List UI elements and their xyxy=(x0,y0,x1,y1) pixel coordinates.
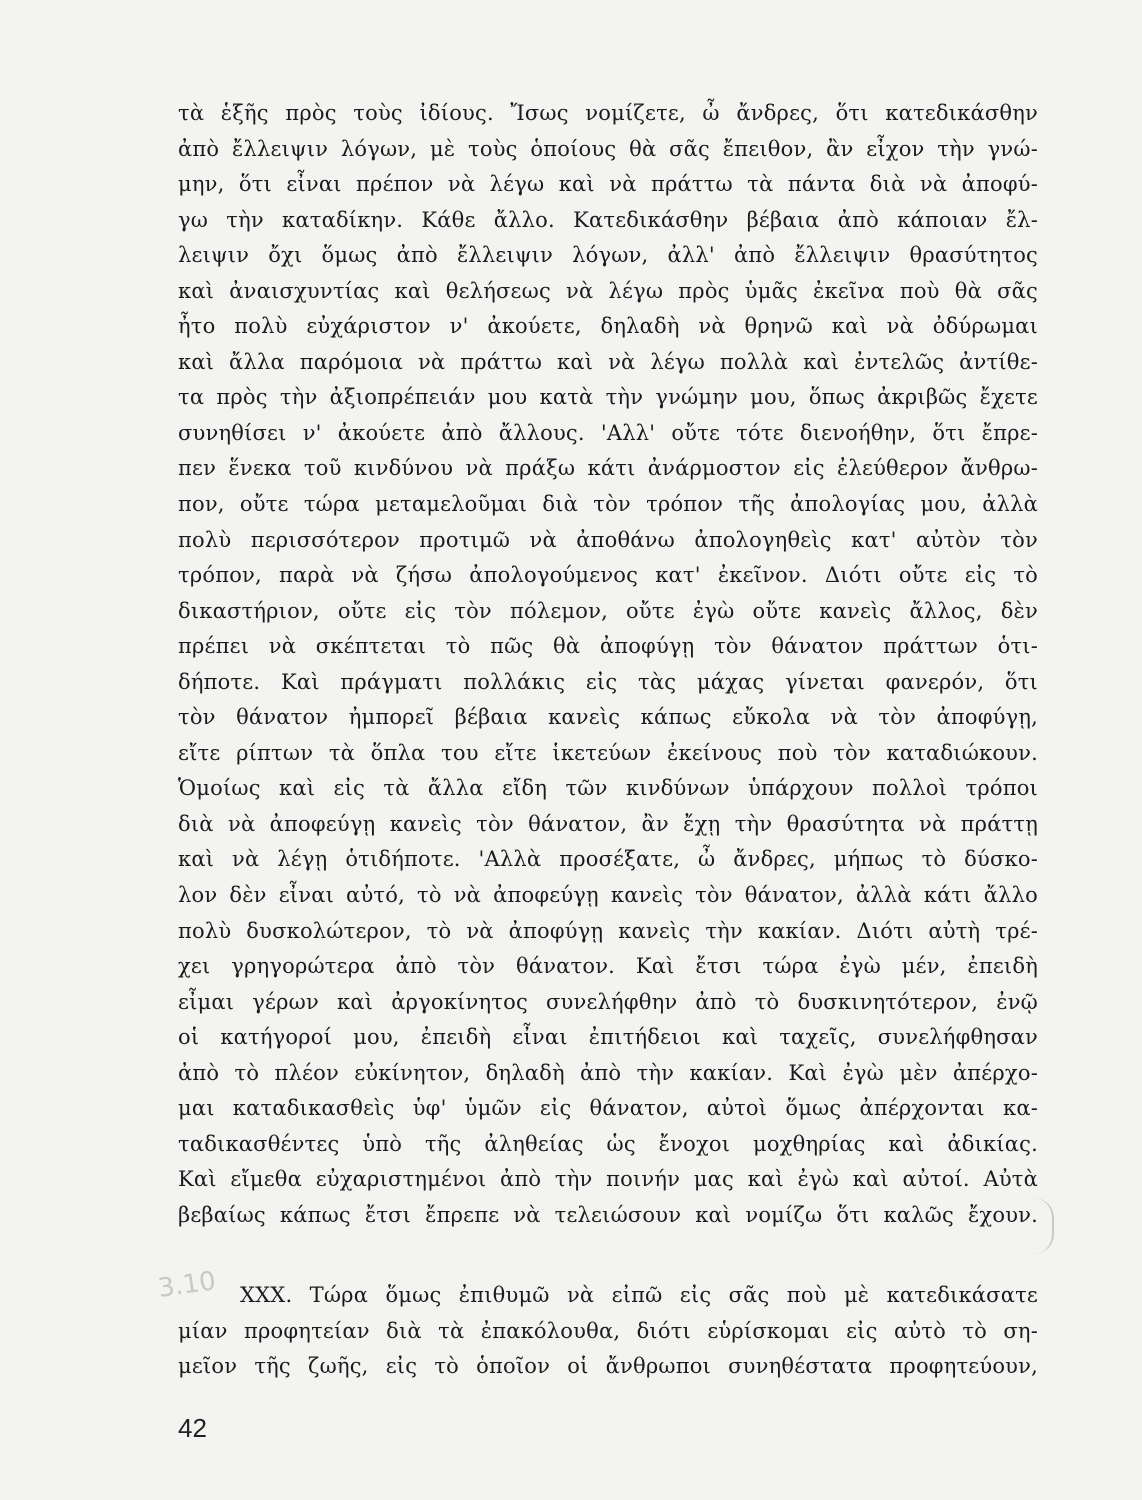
margin-note: 3.10 xyxy=(156,1266,218,1304)
text-line: οἱ κατήγοροί μου, ἐπειδὴ εἶναι ἐπιτήδειοι καὶ ταχεῖς, συνελήφθησαν xyxy=(178,1025,1038,1050)
text-line: λον δὲν εἶναι αὐτό, τὸ νὰ ἀποφεύγῃ κανεὶς τὸν θάνατον, ἀλλὰ κάτι ἄλλο xyxy=(178,883,1038,908)
text-line: τὸν θάνατον ἠμπορεῖ βέβαια κανεὶς κάπως εὔκολα νὰ τὸν ἀποφύγῃ, xyxy=(178,705,1038,730)
page-number: 42 xyxy=(178,1413,207,1443)
text-line: ταδικασθέντες ὑπὸ τῆς ἀληθείας ὡς ἔνοχοι μοχθηρίας καὶ ἀδικίας. xyxy=(178,1131,1038,1156)
text-line xyxy=(178,1234,1038,1270)
text-line: καὶ ἀναισχυντίας καὶ θελήσεως νὰ λέγω πρὸς ὑμᾶς ἐκεῖνα ποὺ θὰ σᾶς xyxy=(178,278,1038,303)
text-line: συνηθίσει ν' ἀκούετε ἀπὸ ἄλλους. 'Αλλ' οὔτε τότε διενοήθην, ὅτι ἔπρε- xyxy=(178,420,1038,445)
text-line: μην, ὅτι εἶναι πρέπον νὰ λέγω καὶ νὰ πράττω τὰ πάντα διὰ νὰ ἀποφύ- xyxy=(178,172,1038,197)
text-line: ἀπὸ ἔλλειψιν λόγων, μὲ τοὺς ὁποίους θὰ σᾶς ἔπειθον, ἂν εἶχον τὴν γνώ- xyxy=(178,136,1038,161)
text-line: μαι καταδικασθεὶς ὑφ' ὑμῶν εἰς θάνατον, αὐτοὶ ὅμως ἀπέρχονται κα- xyxy=(178,1096,1038,1121)
text-line: ἦτο πολὺ εὐχάριστον ν' ἀκούετε, δηλαδὴ νὰ θρηνῶ καὶ νὰ ὀδύρωμαι xyxy=(178,314,1038,339)
pencil-bracket-mark xyxy=(1030,1198,1054,1254)
text-line: πον, οὔτε τώρα μεταμελοῦμαι διὰ τὸν τρόπον τῆς ἀπολογίας μου, ἀλλὰ xyxy=(178,492,1038,517)
text-line: ἀπὸ τὸ πλέον εὐκίνητον, δηλαδὴ ἀπὸ τὴν κακίαν. Καὶ ἐγὼ μὲν ἀπέρχο- xyxy=(178,1060,1038,1085)
text-line: χει γρηγορώτερα ἀπὸ τὸν θάνατον. Καὶ ἔτσι τώρα ἐγὼ μέν, ἐπειδὴ xyxy=(178,954,1038,979)
text-line: Καὶ εἴμεθα εὐχαριστημένοι ἀπὸ τὴν ποινήν μας καὶ ἐγὼ καὶ αὐτοί. Αὐτὰ xyxy=(178,1167,1038,1192)
paragraph-1 xyxy=(178,96,1038,1269)
text-line: XXX. Τώρα ὅμως ἐπιθυμῶ νὰ εἰπῶ εἰς σᾶς ποὺ μὲ κατεδικάσατε xyxy=(240,1283,1038,1307)
text-line: γω τὴν καταδίκην. Κάθε ἄλλο. Κατεδικάσθην βέβαια ἀπὸ κάποιαν ἔλ- xyxy=(178,207,1038,232)
text-line: καὶ ἄλλα παρόμοια νὰ πράττω καὶ νὰ λέγω πολλὰ καὶ ἐντελῶς ἀντίθε- xyxy=(178,349,1038,374)
text-line: πρέπει νὰ σκέπτεται τὸ πῶς θὰ ἀποφύγῃ τὸν θάνατον πράττων ὁτι- xyxy=(178,634,1038,659)
text-line: διὰ νὰ ἀποφεύγῃ κανεὶς τὸν θάνατον, ἂν ἔχῃ τὴν θρασύτητα νὰ πράττῃ xyxy=(178,811,1038,836)
text-line: τα πρὸς τὴν ἀξιοπρέπειάν μου κατὰ τὴν γνώμην μου, ὅπως ἀκριβῶς ἔχετε xyxy=(178,385,1038,410)
text-line: εἴτε ρίπτων τὰ ὅπλα του εἴτε ἱκετεύων ἐκείνους ποὺ τὸν καταδιώκουν. xyxy=(178,740,1038,765)
text-line: Ὁμοίως καὶ εἰς τὰ ἄλλα εἴδη τῶν κινδύνων ὑπάρχουν πολλοὶ τρόποι xyxy=(178,776,1038,801)
text-line: καὶ νὰ λέγῃ ὁτιδήποτε. 'Αλλὰ προσέξατε, ὦ ἄνδρες, μήπως τὸ δύσκο- xyxy=(178,847,1038,872)
text-line: πολὺ δυσκολώτερον, τὸ νὰ ἀποφύγῃ κανεὶς τὴν κακίαν. Διότι αὐτὴ τρέ- xyxy=(178,918,1038,943)
text-line: τὰ ἑξῆς πρὸς τοὺς ἰδίους. Ἴσως νομίζετε, ὦ ἄνδρες, ὅτι κατεδικάσθην xyxy=(178,101,1038,125)
text-line: εἶμαι γέρων καὶ ἀργοκίνητος συνελήφθην ἀπὸ τὸ δυσκινητότερον, ἐνῷ xyxy=(178,989,1038,1014)
text-line: δικαστήριον, οὔτε εἰς τὸν πόλεμον, οὔτε ἐγὼ οὔτε κανεὶς ἄλλος, δὲν xyxy=(178,598,1038,623)
text-line: πολὺ περισσότερον προτιμῶ νὰ ἀποθάνω ἀπολογηθεὶς κατ' αὐτὸν τὸν xyxy=(178,527,1038,552)
text-line: τρόπον, παρὰ νὰ ζήσω ἀπολογούμενος κατ' ἐκεῖνον. Διότι οὔτε εἰς τὸ xyxy=(178,563,1038,588)
text-line: μίαν προφητείαν διὰ τὰ ἐπακόλουθα, διότι εὑρίσκομαι εἰς αὐτὸ τὸ ση- xyxy=(178,1318,1038,1343)
text-line: μεῖον τῆς ζωῆς, εἰς τὸ ὁποῖον οἱ ἄνθρωποι συνηθέστατα προφητεύουν, xyxy=(178,1354,1038,1379)
text-line: πεν ἕνεκα τοῦ κινδύνου νὰ πράξω κάτι ἀνάρμοστον εἰς ἐλεύθερον ἄνθρω- xyxy=(178,456,1038,481)
text-line: λειψιν ὄχι ὅμως ἀπὸ ἔλλειψιν λόγων, ἀλλ' ἀπὸ ἔλλειψιν θρασύτητος xyxy=(178,243,1038,268)
paragraph-2 xyxy=(178,1278,1038,1385)
text-line: δήποτε. Καὶ πράγματι πολλάκις εἰς τὰς μάχας γίνεται φανερόν, ὅτι xyxy=(178,669,1038,694)
text-line: βεβαίως κάπως ἔτσι ἔπρεπε νὰ τελειώσουν καὶ νομίζω ὅτι καλῶς ἔχουν. xyxy=(178,1202,1038,1227)
